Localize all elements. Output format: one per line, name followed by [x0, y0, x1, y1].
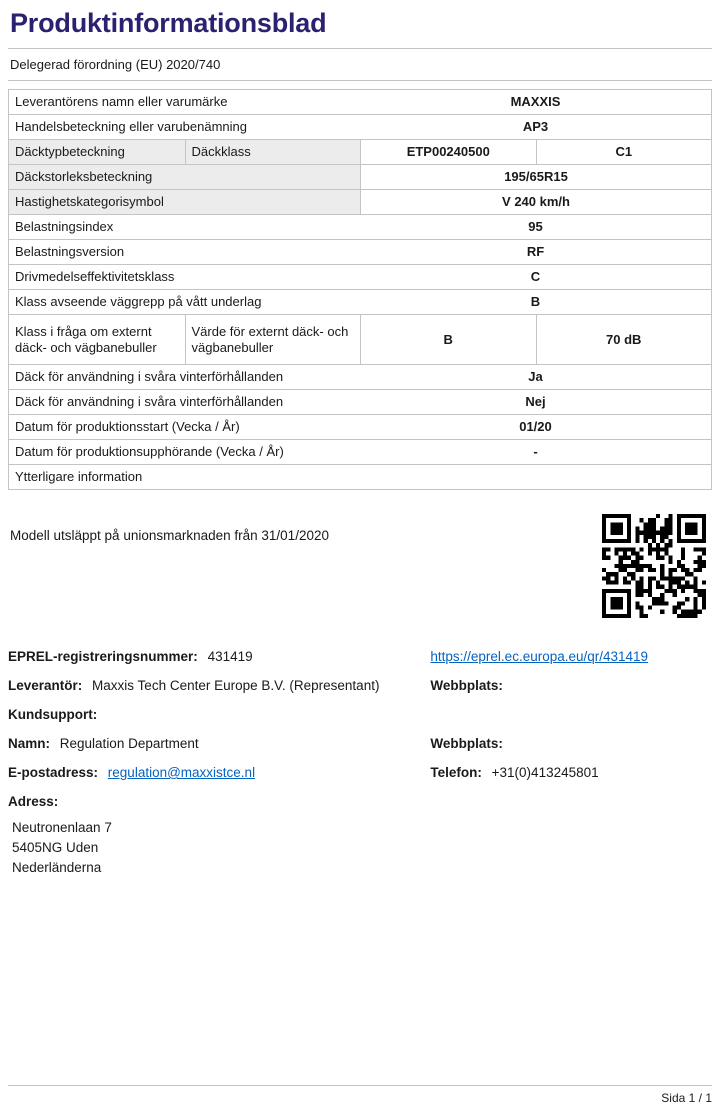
row-label: Ytterligare information [15, 469, 143, 484]
table-row [9, 415, 711, 440]
page-title: Produktinformationsblad [8, 0, 712, 49]
row-label: Leverantörens namn eller varumärke [15, 94, 228, 109]
phone-label: Telefon: [430, 765, 482, 780]
row-value [360, 474, 711, 480]
row-value: MAXXIS [510, 94, 561, 109]
row-value: 01/20 [519, 419, 552, 434]
eprel-label: EPREL-registreringsnummer: [8, 649, 198, 664]
row-value: ETP00240500 [360, 140, 536, 164]
regulation-subtitle: Delegerad förordning (EU) 2020/740 [8, 49, 712, 81]
table-row [9, 215, 711, 240]
contact-name-row [8, 729, 712, 758]
product-table [8, 89, 712, 490]
support-heading-row [8, 700, 712, 729]
row-label: Drivmedelseffektivitetsklass [15, 269, 175, 284]
row-label: Belastningsversion [15, 244, 125, 259]
table-row [9, 240, 711, 265]
row-label: Däckklass [185, 140, 361, 164]
row-label: Däck för användning i svåra vinterförhållanden [15, 369, 284, 384]
table-row [9, 465, 711, 490]
page-footer [8, 1085, 712, 1105]
table-row [9, 315, 711, 365]
row-label: Däck för användning i svåra vinterförhållanden [15, 394, 284, 409]
table-row [9, 165, 711, 190]
row-label: Klass i fråga om externt däck- och vägbanebuller [15, 323, 157, 355]
row-label: Däckstorleksbeteckning [9, 165, 360, 189]
row-label: Datum för produktionsstart (Vecka / År) [15, 419, 240, 434]
row-label: Belastningsindex [15, 219, 114, 234]
contact-website-label: Webbplats: [430, 736, 503, 751]
supplier-name: Maxxis Tech Center Europe B.V. (Representant) [92, 678, 380, 693]
row-label: Hastighetskategorisymbol [9, 190, 360, 214]
contact-section [8, 642, 712, 878]
row-value: Ja [528, 369, 543, 384]
phone-number: +31(0)413245801 [491, 765, 599, 780]
row-value: AP3 [522, 119, 549, 134]
eprel-link[interactable]: https://eprel.ec.europa.eu/qr/431419 [430, 649, 649, 664]
table-row [9, 140, 711, 165]
row-value: B [530, 294, 541, 309]
eprel-row [8, 642, 712, 671]
address-line: Neutronenlaan 7 [12, 820, 112, 835]
contact-name: Regulation Department [59, 736, 199, 751]
supplier-website-label: Webbplats: [430, 678, 503, 693]
row-value: B [360, 315, 536, 364]
table-row [9, 440, 711, 465]
market-release-text: Modell utsläppt på unionsmarknaden från 31/01/2020 [10, 528, 329, 543]
row-value: RF [526, 244, 545, 259]
address-label: Adress: [8, 794, 59, 809]
eprel-number: 431419 [207, 649, 253, 664]
qr-code-image [602, 514, 706, 618]
page-number: Sida 1 / 1 [661, 1091, 712, 1105]
supplier-row [8, 671, 712, 700]
support-heading: Kundsupport: [8, 707, 98, 722]
row-value: 95 [528, 219, 543, 234]
row-value: 195/65R15 [360, 165, 711, 189]
row-label: Datum för produktionsupphörande (Vecka / År) [15, 444, 284, 459]
table-row [9, 90, 711, 115]
contact-name-label: Namn: [8, 736, 51, 751]
row-label: Däcktypbeteckning [9, 140, 185, 164]
table-row [9, 390, 711, 415]
table-row [9, 190, 711, 215]
email-row [8, 758, 712, 787]
table-row [9, 290, 711, 315]
market-release-section [8, 514, 712, 618]
table-row [9, 115, 711, 140]
email-label: E-postadress: [8, 765, 99, 780]
row-value: C1 [536, 140, 712, 164]
table-row [9, 265, 711, 290]
address-line: 5405NG Uden [12, 840, 99, 855]
row-value: V 240 km/h [360, 190, 711, 214]
table-row [9, 365, 711, 390]
address-lines [8, 816, 712, 878]
row-value: Nej [525, 394, 546, 409]
address-row [8, 787, 712, 816]
address-line: Nederländerna [12, 860, 102, 875]
row-label: Värde för externt däck- och vägbanebuller [185, 315, 361, 364]
supplier-label: Leverantör: [8, 678, 83, 693]
email-link[interactable]: regulation@maxxistce.nl [107, 765, 256, 780]
row-label: Klass avseende väggrepp på vått underlag [15, 294, 262, 309]
row-label: Handelsbeteckning eller varubenämning [15, 119, 247, 134]
row-value: C [530, 269, 541, 284]
row-value: - [533, 444, 538, 459]
row-value: 70 dB [536, 315, 712, 364]
